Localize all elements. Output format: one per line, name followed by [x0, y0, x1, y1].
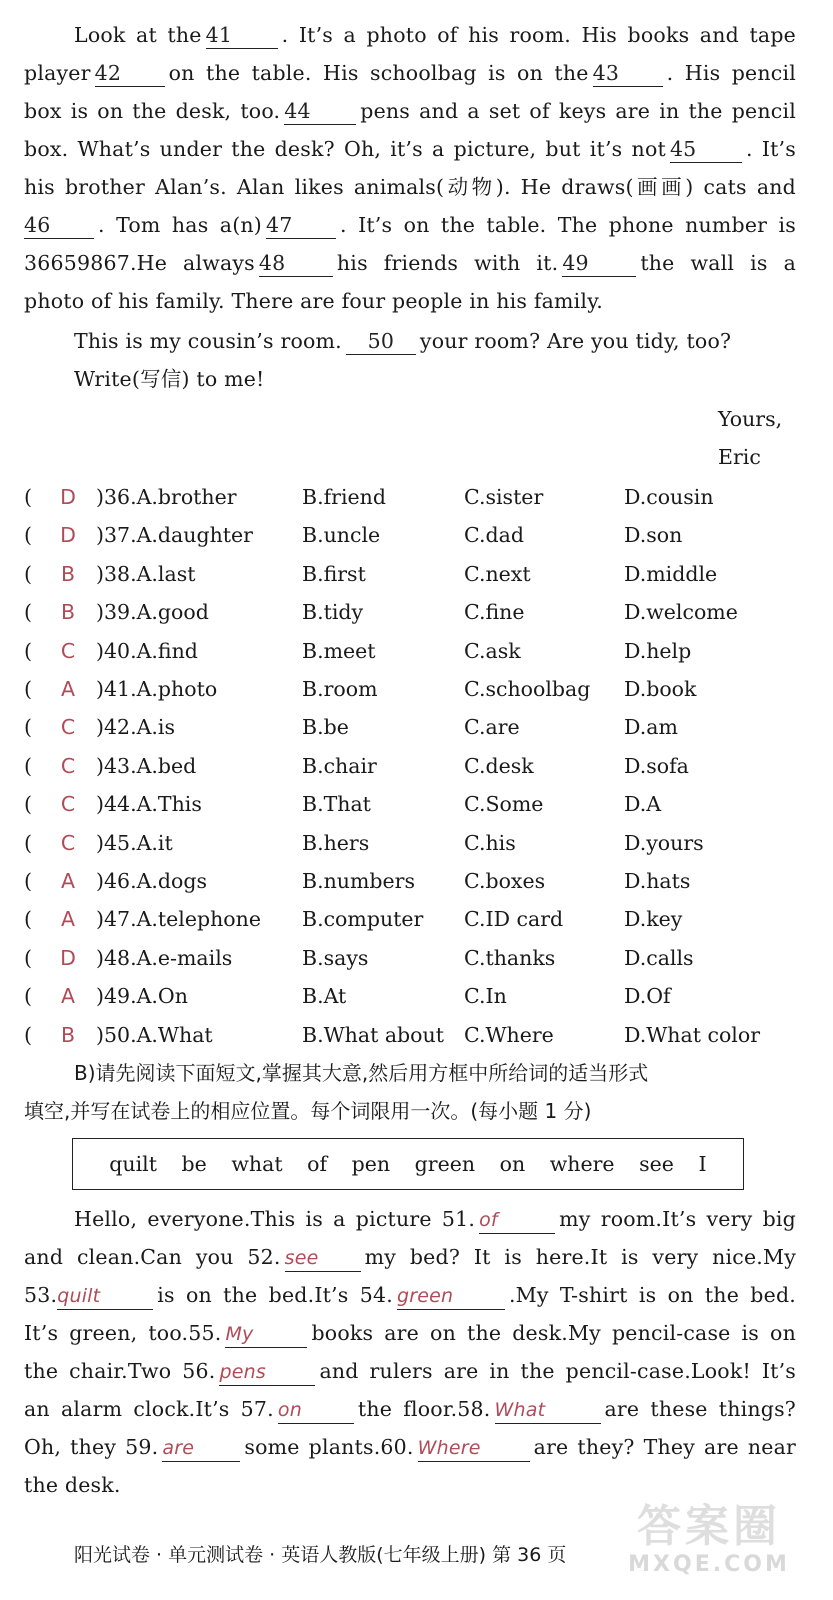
- question-row: [24, 862, 804, 900]
- option-b: B.chair: [302, 753, 377, 778]
- option-d: D.help: [624, 638, 692, 663]
- word-bank-item: what: [231, 1152, 283, 1176]
- watermark-text-en: MXQE.COM: [628, 1552, 790, 1577]
- option-a: )48.A.e-mails: [96, 945, 233, 970]
- question-row: [24, 670, 804, 708]
- blank-49: 49: [562, 250, 636, 277]
- answer-51: of: [479, 1207, 555, 1234]
- blank-45: 45: [670, 136, 742, 163]
- question-answer: D: [60, 485, 76, 509]
- question-row: [24, 478, 804, 516]
- answer-53: quilt: [57, 1283, 153, 1310]
- word-bank-item: quilt: [109, 1152, 157, 1176]
- question-row: [24, 708, 804, 746]
- option-a: )45.A.it: [96, 830, 173, 855]
- option-b: B.hers: [302, 830, 370, 855]
- passage-b-line-7: Oh, they 59. are some plants.60. Where are they? They are near: [24, 1428, 796, 1466]
- question-paren: (: [24, 523, 32, 548]
- question-answer: D: [60, 523, 76, 548]
- option-b: B.be: [302, 715, 349, 740]
- letter-closing: Yours,: [718, 407, 783, 431]
- option-c: C.his: [464, 830, 516, 855]
- option-b: B.At: [302, 984, 347, 1009]
- question-row: [24, 516, 804, 554]
- option-b: B.first: [302, 561, 366, 586]
- passage-a-line-6: 46 . Tom has a(n) 47 . It’s on the table. The phone number is: [24, 213, 796, 237]
- word-bank-item: on: [499, 1152, 526, 1176]
- passage-b-line-1: Hello, everyone.This is a picture 51. of my room.It’s very big: [74, 1200, 796, 1238]
- passage-a-line-8: photo of his family. There are four people in his family.: [24, 289, 603, 313]
- question-row: [24, 939, 804, 977]
- word-bank-item: see: [639, 1152, 674, 1176]
- passage-a-line-1: Look at the 41 . It’s a photo of his room. His books and tape: [74, 23, 796, 47]
- question-paren: (: [24, 1022, 32, 1047]
- option-c: C.Where: [464, 1022, 554, 1047]
- blank-44: 44: [284, 98, 356, 125]
- question-row: [24, 1016, 804, 1054]
- question-answer: C: [60, 830, 76, 855]
- answer-54: green: [397, 1283, 505, 1310]
- question-row: [24, 593, 804, 631]
- passage-a-line-7: 36659867.He always 48 his friends with it. 49 the wall is a: [24, 251, 797, 275]
- option-d: D.welcome: [624, 600, 738, 625]
- option-c: C.schoolbag: [464, 677, 591, 701]
- passage-a-line-10: Write(写信) to me!: [74, 367, 265, 391]
- question-answer: B: [60, 1022, 76, 1047]
- option-b: B.room: [302, 677, 378, 701]
- option-b: B.uncle: [302, 523, 381, 548]
- option-d: D.cousin: [624, 485, 714, 509]
- blank-46: 46: [24, 212, 94, 239]
- option-d: D.sofa: [624, 753, 689, 778]
- option-c: C.Some: [464, 792, 544, 817]
- section-b-instruction-2: 填空,并写在试卷上的相应位置。每个词限用一次。(每小题 1 分): [24, 1099, 592, 1123]
- option-c: C.boxes: [464, 869, 546, 893]
- option-c: C.In: [464, 984, 507, 1009]
- option-d: D.What color: [624, 1022, 760, 1047]
- word-bank-item: be: [181, 1152, 207, 1176]
- option-d: D.son: [624, 523, 683, 548]
- option-d: D.middle: [624, 561, 718, 586]
- option-b: B.What about: [302, 1022, 444, 1047]
- question-answer: C: [60, 715, 76, 740]
- blank-42: 42: [95, 60, 165, 87]
- option-a: )40.A.find: [96, 638, 198, 663]
- option-a: )43.A.bed: [96, 753, 197, 778]
- option-a: )37.A.daughter: [96, 523, 253, 548]
- word-bank-item: pen: [351, 1152, 391, 1176]
- option-a: )39.A.good: [96, 600, 209, 625]
- passage-a-line-2: player 42 on the table. His schoolbag is on the 43 . His pencil: [24, 61, 796, 85]
- watermark-logo: [589, 1502, 829, 1592]
- page-footer: 阳光试卷 · 单元测试卷 · 英语人教版(七年级上册) 第 36 页: [74, 1544, 567, 1566]
- letter-signature: Eric: [718, 445, 761, 469]
- blank-47: 47: [266, 212, 336, 239]
- watermark-text-cn: 答案圈: [637, 1501, 781, 1552]
- question-row: [24, 900, 804, 938]
- blank-41: 41: [206, 22, 278, 49]
- option-d: D.hats: [624, 869, 691, 893]
- question-paren: (: [24, 753, 32, 778]
- question-paren: (: [24, 638, 32, 663]
- question-answer: A: [60, 677, 76, 701]
- option-d: D.calls: [624, 945, 694, 970]
- question-paren: (: [24, 945, 32, 970]
- passage-b-line-6: an alarm clock.It’s 57. on the floor.58. What are these things?: [24, 1390, 796, 1428]
- question-paren: (: [24, 715, 32, 740]
- answer-55: My: [225, 1321, 307, 1348]
- section-b-instruction-1: B)请先阅读下面短文,掌握其大意,然后用方框中所给词的适当形式: [74, 1061, 649, 1085]
- option-a: )44.A.This: [96, 792, 202, 817]
- option-a: )50.A.What: [96, 1022, 213, 1047]
- question-row: [24, 747, 804, 785]
- option-d: D.am: [624, 715, 678, 740]
- option-b: B.tidy: [302, 600, 364, 625]
- option-a: )46.A.dogs: [96, 869, 208, 893]
- question-row: [24, 824, 804, 862]
- question-answer: B: [60, 561, 76, 586]
- blank-43: 43: [593, 60, 663, 87]
- passage-a-line-4: box. What’s under the desk? Oh, it’s a picture, but it’s not 45 . It’s: [24, 137, 796, 161]
- answer-57: on: [278, 1397, 354, 1424]
- question-paren: (: [24, 600, 32, 625]
- option-b: B.says: [302, 945, 369, 970]
- question-answer: D: [60, 945, 76, 970]
- option-d: D.book: [624, 677, 697, 701]
- option-b: B.That: [302, 792, 371, 817]
- question-answer: C: [60, 792, 76, 817]
- option-a: )38.A.last: [96, 561, 196, 586]
- option-c: C.fine: [464, 600, 525, 625]
- option-a: )36.A.brother: [96, 485, 237, 509]
- question-answer: C: [60, 638, 76, 663]
- question-paren: (: [24, 984, 32, 1009]
- option-d: D.yours: [624, 830, 704, 855]
- question-paren: (: [24, 561, 32, 586]
- passage-b-line-3: 53.quilt is on the bed.It’s 54. green .My T-shirt is on the bed.: [24, 1276, 796, 1314]
- option-c: C.desk: [464, 753, 534, 778]
- passage-b-line-4: It’s green, too.55. My books are on the desk.My pencil-case is on: [24, 1314, 796, 1352]
- option-a: )42.A.is: [96, 715, 175, 740]
- answer-59: are: [162, 1435, 240, 1462]
- word-bank-item: where: [549, 1152, 615, 1176]
- option-c: C.thanks: [464, 945, 556, 970]
- passage-a-line-5: his brother Alan’s. Alan likes animals(动物). He draws(画画) cats and: [24, 175, 796, 199]
- question-paren: (: [24, 869, 32, 893]
- question-answer: C: [60, 753, 76, 778]
- question-row: [24, 632, 804, 670]
- question-paren: (: [24, 677, 32, 701]
- word-bank-box: [72, 1138, 744, 1190]
- passage-b-line-2: and clean.Can you 52. see my bed? It is here.It is very nice.My: [24, 1238, 796, 1276]
- word-bank-item: of: [307, 1152, 328, 1176]
- option-c: C.ask: [464, 638, 521, 663]
- option-a: )47.A.telephone: [96, 907, 261, 932]
- word-bank-item: green: [414, 1152, 476, 1176]
- question-row: [24, 785, 804, 823]
- blank-50: 50: [346, 328, 416, 355]
- question-answer: B: [60, 600, 76, 625]
- passage-b-line-5: the chair.Two 56. pens and rulers are in the pencil-case.Look! It’s: [24, 1352, 796, 1390]
- option-b: B.meet: [302, 638, 376, 663]
- question-answer: A: [60, 984, 76, 1009]
- option-b: B.computer: [302, 907, 424, 932]
- passage-a-line-9: This is my cousin’s room. 50 your room? Are you tidy, too?: [74, 329, 732, 353]
- answer-60: Where: [418, 1435, 530, 1462]
- question-row: [24, 555, 804, 593]
- option-a: )41.A.photo: [96, 677, 218, 701]
- option-a: )49.A.On: [96, 984, 188, 1009]
- option-d: D.A: [624, 792, 662, 817]
- question-paren: (: [24, 830, 32, 855]
- answer-52: see: [285, 1245, 361, 1272]
- passage-b-line-8: the desk.: [24, 1473, 121, 1497]
- word-bank-item: I: [698, 1152, 707, 1176]
- question-row: [24, 977, 804, 1015]
- option-c: C.next: [464, 561, 531, 586]
- option-b: B.friend: [302, 485, 386, 509]
- question-paren: (: [24, 485, 32, 509]
- option-d: D.Of: [624, 984, 671, 1009]
- option-b: B.numbers: [302, 869, 416, 893]
- blank-48: 48: [259, 250, 333, 277]
- option-c: C.dad: [464, 523, 524, 548]
- option-c: C.ID card: [464, 907, 564, 932]
- question-answer: A: [60, 907, 76, 932]
- option-d: D.key: [624, 907, 683, 932]
- question-paren: (: [24, 907, 32, 932]
- passage-a-line-3: box is on the desk, too. 44 pens and a set of keys are in the pencil: [24, 99, 796, 123]
- option-c: C.are: [464, 715, 520, 740]
- answer-58: What: [495, 1397, 601, 1424]
- question-answer: A: [60, 869, 76, 893]
- answer-56: pens: [219, 1359, 315, 1386]
- option-c: C.sister: [464, 485, 544, 509]
- question-paren: (: [24, 792, 32, 817]
